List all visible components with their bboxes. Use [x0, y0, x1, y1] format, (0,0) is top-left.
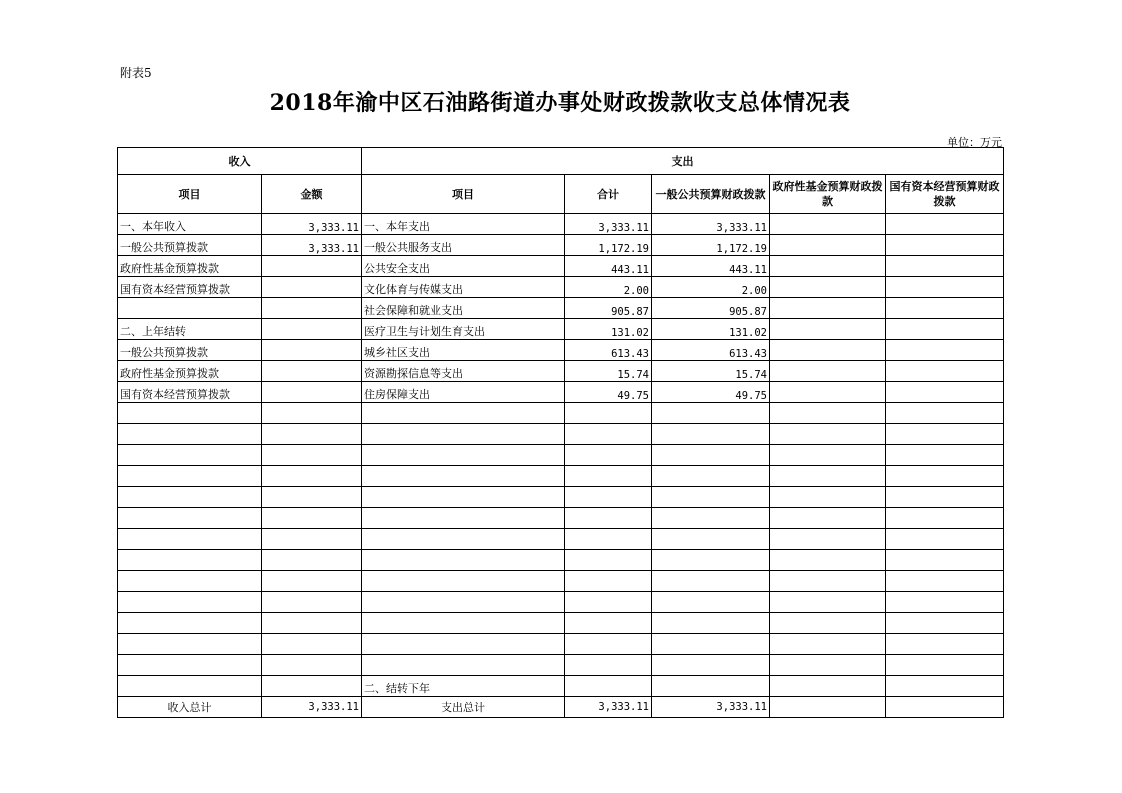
table-row: [118, 466, 1004, 487]
table-row: [118, 424, 1004, 445]
general-budget-cell: [652, 424, 770, 445]
table-row: [118, 403, 1004, 424]
table-row: [118, 214, 1004, 235]
state-capital-cell: [886, 676, 1004, 697]
general-budget-cell: 443.11: [652, 256, 770, 277]
expense-item-cell: [362, 508, 565, 529]
general-budget-cell: [652, 634, 770, 655]
total-cell: 49.75: [565, 382, 652, 403]
page-title: 2018年渝中区石油路街道办事处财政拨款收支总体情况表: [269, 90, 851, 116]
income-item-cell: [118, 508, 262, 529]
state-capital-cell: [886, 424, 1004, 445]
total-cell: 1,172.19: [565, 235, 652, 256]
state-capital-cell: [886, 655, 1004, 676]
income-amount-cell: [262, 592, 362, 613]
state-capital-cell: [886, 235, 1004, 256]
gov-fund-cell: [770, 298, 886, 319]
gov-fund-header: 政府性基金预算财政拨款: [770, 175, 886, 214]
state-capital-cell: [886, 466, 1004, 487]
income-item-cell: 二、上年结转: [118, 319, 262, 340]
state-capital-cell: [886, 550, 1004, 571]
gov-fund-cell: [770, 466, 886, 487]
income-item-cell: 政府性基金预算拨款: [118, 361, 262, 382]
income-item-cell: [118, 592, 262, 613]
income-item-cell: 政府性基金预算拨款: [118, 256, 262, 277]
state-capital-cell: [886, 256, 1004, 277]
budget-table: [117, 147, 1004, 718]
income-amount-cell: [262, 445, 362, 466]
general-budget-cell: [652, 613, 770, 634]
expense-item-cell: 城乡社区支出: [362, 340, 565, 361]
expense-item-cell: 一般公共服务支出: [362, 235, 565, 256]
gov-fund-cell: [770, 277, 886, 298]
table-row: [118, 508, 1004, 529]
general-budget-cell: 613.43: [652, 340, 770, 361]
income-amount-cell: [262, 529, 362, 550]
expense-item-cell: 社会保障和就业支出: [362, 298, 565, 319]
gov-fund-cell: [770, 361, 886, 382]
total-cell: [565, 592, 652, 613]
expense-item-cell: [362, 529, 565, 550]
expense-item-cell: 公共安全支出: [362, 256, 565, 277]
expense-item-cell: [362, 613, 565, 634]
gov-fund-cell: [770, 214, 886, 235]
income-amount-cell: [262, 487, 362, 508]
expense-item-cell: [362, 634, 565, 655]
gov-fund-cell: [770, 655, 886, 676]
table-row: [118, 487, 1004, 508]
income-amount-cell: [262, 361, 362, 382]
gov-fund-cell: [770, 529, 886, 550]
gov-fund-cell: [770, 634, 886, 655]
income-item-header: 项目: [118, 175, 262, 214]
expense-item-cell: [362, 655, 565, 676]
state-capital-cell: [886, 571, 1004, 592]
general-budget-cell: 2.00: [652, 277, 770, 298]
general-budget-cell: 49.75: [652, 382, 770, 403]
table-row: [118, 529, 1004, 550]
gov-fund-cell: [770, 256, 886, 277]
state-capital-cell: [886, 634, 1004, 655]
income-item-cell: 国有资本经营预算拨款: [118, 277, 262, 298]
state-capital-cell: [886, 319, 1004, 340]
income-item-cell: [118, 529, 262, 550]
income-amount-cell: [262, 298, 362, 319]
total-cell: [565, 487, 652, 508]
table-row: [118, 382, 1004, 403]
income-amount-cell: 3,333.11: [262, 214, 362, 235]
expense-item-cell: 文化体育与传媒支出: [362, 277, 565, 298]
general-budget-header: 一般公共预算财政拨款: [652, 175, 770, 214]
income-item-cell: [118, 424, 262, 445]
table-row: [118, 655, 1004, 676]
income-item-cell: [118, 655, 262, 676]
expense-item-cell: [362, 487, 565, 508]
income-total-label: 收入总计: [118, 697, 262, 718]
total-cell: 15.74: [565, 361, 652, 382]
gov-fund-cell: [770, 445, 886, 466]
state-capital-cell: [886, 214, 1004, 235]
table-row: [118, 298, 1004, 319]
gov-fund-cell: [770, 235, 886, 256]
general-budget-cell: [652, 445, 770, 466]
expense-item-header: 项目: [362, 175, 565, 214]
table-row: [118, 340, 1004, 361]
total-cell: [565, 424, 652, 445]
total-cell: 3,333.11: [565, 214, 652, 235]
general-budget-cell: [652, 571, 770, 592]
gov-fund-cell: [770, 382, 886, 403]
income-item-cell: 一般公共预算拨款: [118, 340, 262, 361]
income-amount-cell: 3,333.11: [262, 235, 362, 256]
income-item-cell: 一、本年收入: [118, 214, 262, 235]
table-row: [118, 319, 1004, 340]
table-row: [118, 676, 1004, 697]
expense-total-label: 支出总计: [362, 697, 565, 718]
expense-item-cell: 资源勘探信息等支出: [362, 361, 565, 382]
general-budget-cell: [652, 466, 770, 487]
table-row: [118, 634, 1004, 655]
expense-item-cell: [362, 424, 565, 445]
total-cell: [565, 529, 652, 550]
state-capital-cell: [886, 403, 1004, 424]
general-budget-cell: [652, 529, 770, 550]
income-amount-cell: [262, 655, 362, 676]
gov-fund-cell: [770, 340, 886, 361]
income-amount-cell: [262, 571, 362, 592]
income-item-cell: 一般公共预算拨款: [118, 235, 262, 256]
table-row: [118, 571, 1004, 592]
total-cell: [565, 550, 652, 571]
total-cell: [565, 655, 652, 676]
expense-header: 支出: [362, 148, 1004, 175]
general-budget-cell: 15.74: [652, 361, 770, 382]
totals-row: [118, 697, 1004, 718]
income-amount-cell: [262, 613, 362, 634]
income-amount-cell: [262, 319, 362, 340]
general-budget-cell: 905.87: [652, 298, 770, 319]
expense-item-cell: 医疗卫生与计划生育支出: [362, 319, 565, 340]
expense-item-cell: [362, 592, 565, 613]
income-item-cell: [118, 634, 262, 655]
total-cell: 131.02: [565, 319, 652, 340]
general-budget-cell: 1,172.19: [652, 235, 770, 256]
state-capital-cell: [886, 613, 1004, 634]
state-capital-cell: [886, 298, 1004, 319]
state-capital-cell: [886, 445, 1004, 466]
table-row: [118, 235, 1004, 256]
income-item-cell: [118, 466, 262, 487]
total-cell: 613.43: [565, 340, 652, 361]
expense-total: 3,333.11: [565, 697, 652, 718]
total-cell: 905.87: [565, 298, 652, 319]
expense-item-cell: [362, 550, 565, 571]
gov-fund-cell: [770, 487, 886, 508]
general-total: 3,333.11: [652, 697, 770, 718]
total-cell: 2.00: [565, 277, 652, 298]
general-budget-cell: [652, 676, 770, 697]
income-item-cell: [118, 298, 262, 319]
income-item-cell: [118, 676, 262, 697]
gov-fund-cell: [770, 571, 886, 592]
income-item-cell: [118, 403, 262, 424]
table-row: [118, 361, 1004, 382]
income-amount-cell: [262, 508, 362, 529]
gov-fund-cell: [770, 550, 886, 571]
income-item-cell: [118, 550, 262, 571]
income-item-cell: [118, 613, 262, 634]
expense-item-cell: [362, 403, 565, 424]
header-row-sub: [118, 175, 1004, 214]
total-cell: [565, 508, 652, 529]
table-body: [118, 214, 1004, 697]
general-budget-cell: 131.02: [652, 319, 770, 340]
table-row: [118, 550, 1004, 571]
total-cell: [565, 445, 652, 466]
gov-fund-cell: [770, 508, 886, 529]
total-cell: [565, 403, 652, 424]
state-capital-total: [886, 697, 1004, 718]
gov-fund-total: [770, 697, 886, 718]
gov-fund-cell: [770, 613, 886, 634]
total-header: 合计: [565, 175, 652, 214]
table-row: [118, 613, 1004, 634]
income-amount-cell: [262, 403, 362, 424]
total-cell: [565, 613, 652, 634]
general-budget-cell: [652, 487, 770, 508]
expense-item-cell: 住房保障支出: [362, 382, 565, 403]
income-item-cell: [118, 487, 262, 508]
expense-item-cell: 一、本年支出: [362, 214, 565, 235]
income-item-cell: 国有资本经营预算拨款: [118, 382, 262, 403]
state-capital-cell: [886, 361, 1004, 382]
state-capital-cell: [886, 508, 1004, 529]
total-cell: [565, 676, 652, 697]
state-capital-cell: [886, 277, 1004, 298]
state-capital-cell: [886, 382, 1004, 403]
gov-fund-cell: [770, 592, 886, 613]
gov-fund-cell: [770, 319, 886, 340]
header-row-top: [118, 148, 1004, 175]
state-capital-header: 国有资本经营预算财政拨款: [886, 175, 1004, 214]
state-capital-cell: [886, 592, 1004, 613]
income-amount-cell: [262, 424, 362, 445]
gov-fund-cell: [770, 424, 886, 445]
income-amount-cell: [262, 382, 362, 403]
general-budget-cell: [652, 403, 770, 424]
income-amount-cell: [262, 550, 362, 571]
table-row: [118, 277, 1004, 298]
state-capital-cell: [886, 340, 1004, 361]
income-amount-cell: [262, 634, 362, 655]
income-amount-cell: [262, 277, 362, 298]
expense-item-cell: [362, 571, 565, 592]
income-amount-cell: [262, 340, 362, 361]
appendix-label: 附表5: [120, 66, 152, 80]
state-capital-cell: [886, 487, 1004, 508]
total-cell: [565, 634, 652, 655]
table-row: [118, 445, 1004, 466]
gov-fund-cell: [770, 403, 886, 424]
general-budget-cell: 3,333.11: [652, 214, 770, 235]
income-amount-header: 金额: [262, 175, 362, 214]
unit-label: 单位：万元: [947, 136, 1002, 149]
expense-item-cell: [362, 466, 565, 487]
income-item-cell: [118, 445, 262, 466]
general-budget-cell: [652, 508, 770, 529]
table-row: [118, 592, 1004, 613]
income-item-cell: [118, 571, 262, 592]
total-cell: [565, 571, 652, 592]
income-amount-cell: [262, 676, 362, 697]
expense-item-cell: 二、结转下年: [362, 676, 565, 697]
income-total-amount: 3,333.11: [262, 697, 362, 718]
income-amount-cell: [262, 466, 362, 487]
expense-item-cell: [362, 445, 565, 466]
income-header: 收入: [118, 148, 362, 175]
income-amount-cell: [262, 256, 362, 277]
general-budget-cell: [652, 550, 770, 571]
gov-fund-cell: [770, 676, 886, 697]
total-cell: 443.11: [565, 256, 652, 277]
state-capital-cell: [886, 529, 1004, 550]
table-row: [118, 256, 1004, 277]
general-budget-cell: [652, 592, 770, 613]
general-budget-cell: [652, 655, 770, 676]
total-cell: [565, 466, 652, 487]
